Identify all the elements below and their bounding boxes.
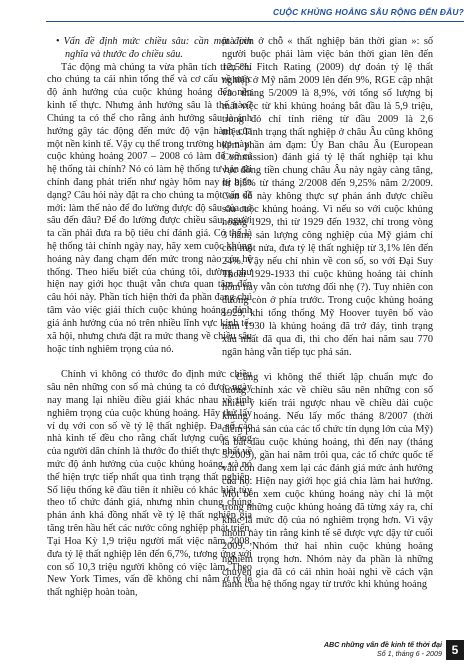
body-paragraph: mà còn ở chỗ « thất nghiệp bán thời gian »: số người buộc phải làm việc bán thời gian lên đến 12,5%. Fitch Rating (2009) dự đoán tỷ lệ thất nghiệp ở Mỹ năm 2009 lên đến 9%, RGE cập nhật vào tháng 5/2009 là 8,9%, với tổng số lượng bị mất việc từ khi khủng hoảng bắt đầu là 5,9 triệu, trong đó chỉ tính riêng từ đầu 2009 là 2,6 triệu.Tình trạng thất nghiệp ở châu Âu cũng không kém phần ảm đạm: Ủy Ban châu Âu (European Commission) đánh giá tỷ lệ thất nghiệp tại khu vực đồng tiền chung châu Âu này ngày càng tăng, từ 8,5% từ tháng 2/2008 đến 9,25% năm 2/2009. Con số này không thực sự phản ánh được chiều sâu cuộc khủng hoảng. Vì nếu so với cuộc khủng hoảng 1929, thì từ 1929 đến 1932, chỉ trong vòng 3 năm, sản lượng công nghiệp của Mỹ giảm chỉ còn một nửa, đưa tỷ lệ thất nghiệp từ 3,1% lên đến 24%. Vậy nếu chỉ nhìn về con số, so với Đại Suy Thoái 1929-1933 thì cuộc khủng hoảng tài chính hôm nay vẫn còn tương đối nhẹ (?). Tuy nhiên con đường còn ở phía trước. Trong cuộc khủng hoảng 1929, khi tổng thống Mỹ Hoover tuyên bố vào năm 1930 là khủng hoảng đã trở đáy, tình trạng xấu nhất đã qua đi, thì cho đến hai năm sau 770 ngân hàng vẫn tiếp tục phá sản. <box>222 36 433 358</box>
page-number-badge: 5 <box>446 640 464 660</box>
bullet-icon: • <box>56 36 60 47</box>
footer-journal-name: ABC những vấn đề kinh tế thời đại <box>323 640 442 649</box>
section-subheading-text: Vấn đề định mức chiều sâu: cần một định nghĩa và thước đo chiều sâu. <box>63 36 252 60</box>
body-paragraph: Tác động mà chúng ta vừa phân tích trên chỉ cho chúng ta cái nhìn tổng thể và cơ cấu về mức độ ảnh hưởng của cuộc khủng hoảng đến nền kinh tế thực. Nhưng ảnh hưởng sâu là thế nào? Chúng ta có thể cho rằng ảnh hưởng sâu là ảnh hưởng gây tác động đến mức độ vận hành của một nền kinh tế. Vậy cụ thể trong trường hợp này: cuộc khủng hoảng 2007 – 2008 có làm đổ vỡ cả hệ thống tài chính? Nó có làm hệ thống tư bản tài chính đang phát triển như ngày hôm nay bị biến dạng? Câu hỏi này đặt ra cho chúng ta một vấn đề mới: làm thế nào để đo lường được độ sâu của nó sâu đến đâu? Để đo lường được chiều sâu, người ta cần phải đưa ra bộ tiêu chí đánh giá. Có thể là hệ thống tài chính ngày nay, hãy xem cuộc khủng hoảng này đang chạm đến mức trong nào của hệ thống. Theo hiểu biết của chúng tôi, dường như hiện nay giới học thuật vẫn chưa quan tâm đến câu hỏi này. Phần tích hiện thời đa phần đang chú tâm vào việc giải thích cuộc khủng hoảng, đánh giá ảnh hưởng của nó trên nhiều lĩnh vực kinh tế-xã hội, nhưng chưa đặt ra mức thang về chiều sâu hoặc tính nghiêm trọng của nó. <box>47 61 252 355</box>
header-divider <box>46 21 464 22</box>
page-footer <box>324 640 442 658</box>
body-paragraph: Cũng vì không thể thiết lập chuẩn mực đo lường chính xác về chiều sâu nên những con số nhiều ý kiến trái ngược nhau về chiều dài cuộc khủng hoảng. Nếu lấy mốc tháng 8/2007 (thời điểm phá sản của các tổ chức tín dụng lớn của Mỹ) là bắt đầu cuộc khủng hoảng, thì đến nay (tháng 5/2009), gần hai năm trôi qua, các tổ chức quốc tế vẫn còn đang xem lại các đánh giá mức ảnh hưởng của họ. Hiện nay giới học giả chia làm hai hướng. Một bên xem cuộc khủng hoảng này chỉ là một trong những cuộc khủng hoảng đã từng xảy ra, chỉ khác là mức độ của nó nghiêm trọng hơn. Vì vậy nhóm này tin rằng kinh tế sẽ được vực dậy từ cuối 2009. Nhóm thứ hai nhìn cuộc khủng hoảng nghiêm trọng hơn. Nhóm này đa phần là những chuyên gia đã có cái nhìn hoài nghi về cách vận hành của hệ thống ngay từ trước khi khủng hoảng <box>222 372 433 591</box>
running-header <box>0 4 474 20</box>
footer-issue: Số 1, tháng 6 - 2009 <box>376 649 442 658</box>
running-header-title: CUỘC KHỦNG HOẢNG SÂU RỘNG ĐẾN ĐÂU? <box>272 7 464 17</box>
body-paragraph: Chính vì không có thước đo định mức chiều sâu nên những con số mà chúng ta có được ngày nay mang lại nhiều điều giải khác nhau về tính nghiêm trọng của cuộc khủng hoảng. Hãy thử lấy ví dụ với con số về tỷ lệ thất nghiệp. Đa số các nhà kinh tế đều cho rằng chất lượng cuộc sống của người dân chính là thước đo thiết thực nhất về mức độ ảnh hưởng của cuộc khủng hoảng, và nó thể hiện trực tiếp nhất qua tình trạng thất nghiệp. Số liệu thống kê đầu tiên ít nhiều có khác biệt tùy theo tổ chức đánh giá, nhưng nhìn chung chúng phản ánh khá đồng nhất về tỷ lệ thất nghiệp gia tăng trên hầu hết các nước công nghiệp phát triển. Tại Hoa Kỳ 1,9 triệu người mất việc năm 2008, đưa tỷ lệ thất nghiệp lên đến 6,7%, tương ứng với con số 10,3 triệu người không có việc làm. Theo New York Times, vấn đề không chỉ nằm ở tỷ lệ thất nghiệp hoàn toàn, <box>47 369 252 599</box>
right-column <box>222 36 433 592</box>
